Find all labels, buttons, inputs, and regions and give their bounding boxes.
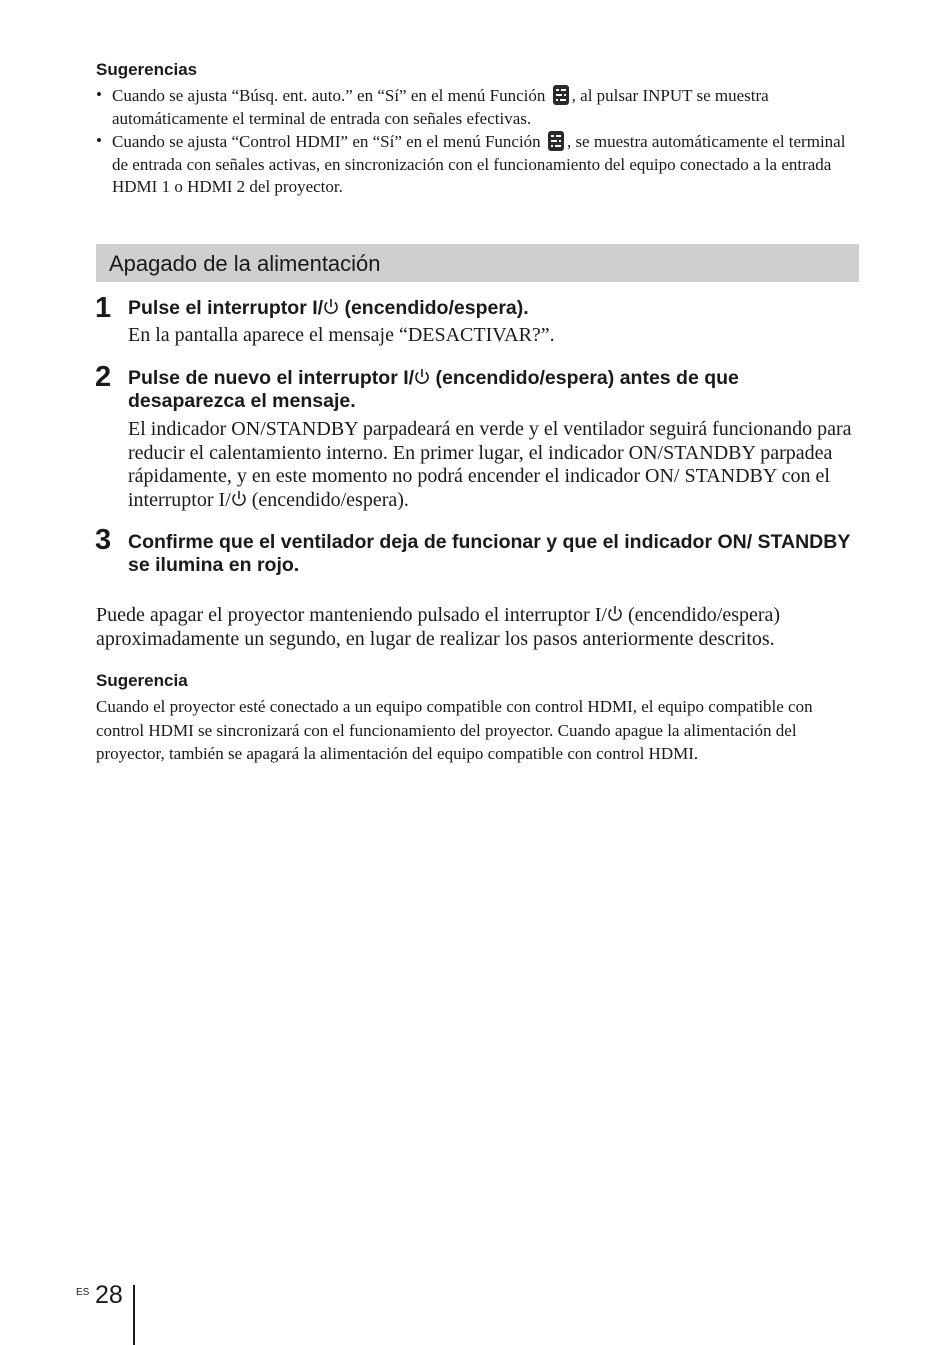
page-language-code: ES — [76, 1287, 90, 1298]
step-heading-text: Pulse de nuevo el interruptor I/ — [128, 367, 415, 389]
tip-item — [96, 84, 861, 130]
step-body — [128, 418, 863, 512]
power-icon — [323, 298, 339, 316]
step-heading — [128, 297, 858, 320]
function-menu-icon — [552, 84, 570, 106]
tip-heading: Sugerencia — [96, 671, 188, 690]
power-icon — [414, 368, 430, 386]
function-menu-icon — [547, 130, 565, 152]
step-body: En la pantalla aparece el mensaje “DESACTIVAR?”. — [128, 324, 555, 346]
step-number: 3 — [95, 524, 112, 556]
step-heading-text: Pulse el interruptor I/ — [128, 297, 324, 319]
tip-text-after: , al pulsar INPUT se muestra automáticamente el terminal de entrada con señales efectivas. — [112, 86, 769, 128]
tips-list — [96, 84, 861, 199]
tip-item — [96, 130, 861, 199]
tip-text-before: Cuando se ajusta “Control HDMI” en “Sí” en el menú Función — [112, 132, 541, 151]
power-icon — [231, 490, 247, 508]
bullet: • — [96, 85, 102, 104]
tip-body: Cuando el proyector esté conectado a un equipo compatible con control HDMI, el equipo compatible con control HDMI se sincronizará con el funcionamiento del proyector. Cuando apague la alimentación del proyector, también se apagará la alimentación del equipo compatible con control HDMI. — [96, 697, 813, 763]
tip-text-after: , se muestra automáticamente el terminal de entrada con señales activas, en sincronización con el funcionamiento del equipo conectado a la entrada HDMI 1 o HDMI 2 del proyector. — [112, 132, 846, 196]
paragraph-text: Puede apagar el proyector manteniendo pulsado el interruptor I/ — [96, 604, 607, 626]
step-number: 2 — [95, 361, 112, 393]
step-body-text: El indicador ON/STANDBY parpadeará en verde y el ventilador seguirá funcionando para reducir el calentamiento interno. En primer lugar, el indicador ON/STANDBY parpadea rápidamente, y en este momento no podrá encender el indicador ON/ STANDBY con el interruptor I/ — [128, 418, 852, 511]
tips-heading: Sugerencias — [96, 60, 198, 79]
tip-text-before: Cuando se ajusta “Búsq. ent. auto.” en “Sí” en el menú Función — [112, 86, 546, 105]
section-header-bar — [96, 244, 859, 282]
page-number: 28 — [95, 1281, 123, 1309]
body-paragraph — [96, 603, 861, 651]
step-number: 1 — [95, 292, 112, 324]
step-heading-text: (encendido/espera) antes de que desaparezca el mensaje. — [128, 367, 739, 412]
step-heading-text: (encendido/espera). — [339, 297, 529, 319]
step-heading — [128, 367, 858, 413]
step-heading: Confirme que el ventilador deja de funcionar y que el indicador ON/ STANDBY se ilumina en rojo. — [128, 531, 850, 576]
paragraph-text: (encendido/espera) aproximadamente un segundo, en lugar de realizar los pasos anteriormente descritos. — [96, 604, 781, 650]
page-divider — [133, 1285, 135, 1345]
section-title: Apagado de la alimentación — [109, 251, 381, 276]
bullet: • — [96, 131, 102, 150]
power-icon — [607, 605, 623, 623]
step-body-text: (encendido/espera). — [246, 488, 409, 511]
